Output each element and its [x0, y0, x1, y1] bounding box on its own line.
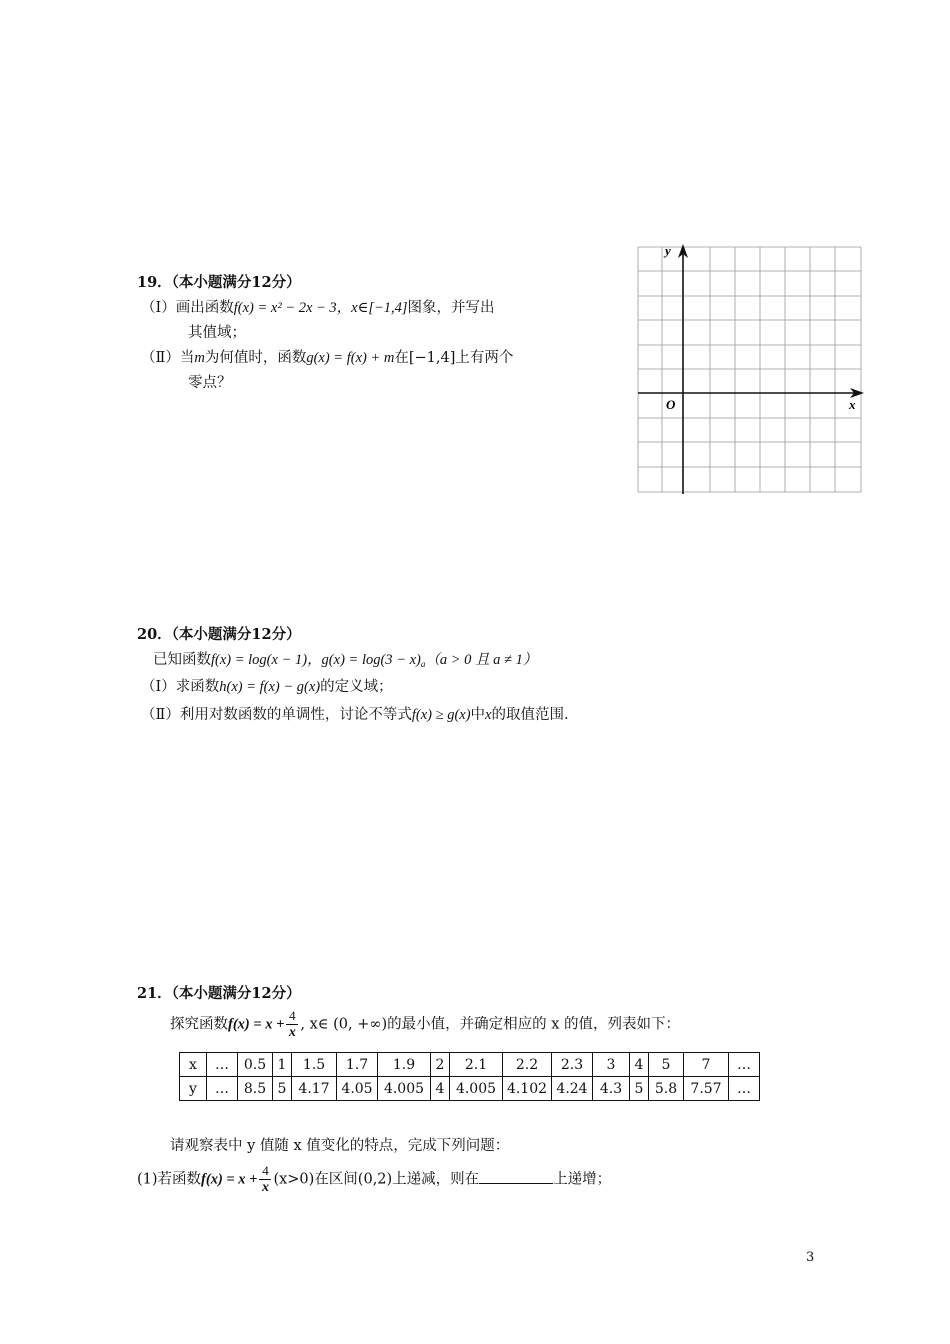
- q20-given-cond: （a > 0 且 a ≠ 1）: [425, 652, 538, 668]
- table-cell: 8.5: [238, 1077, 273, 1101]
- q20-part2-mid: 中: [470, 707, 486, 723]
- q21-intro-suffix: 的最小值，并确定相应的 x 的值，列表如下：: [387, 1016, 681, 1033]
- page-number: 3: [806, 1250, 815, 1265]
- q20-given: [153, 648, 537, 669]
- q19-part1-suffix: 图象，并写出: [407, 300, 495, 316]
- q21-intro: [170, 1008, 680, 1041]
- origin-label: O: [666, 397, 676, 412]
- table-cell: 2.1: [450, 1053, 503, 1077]
- q19-part2-line2: 零点？: [188, 375, 232, 391]
- q20-given-formula: f(x) = log(x − 1)，g(x) = log(3 − x): [211, 652, 421, 668]
- fraction-numerator: 4: [262, 1163, 269, 1178]
- x-axis-label: x: [849, 397, 856, 412]
- q19-part2: [141, 346, 513, 367]
- q20-part1-suffix: 的定义域；: [320, 679, 393, 695]
- q21-p1-mid: 在区间(0,2)上递减，则在: [314, 1171, 480, 1188]
- table-cell: …: [729, 1077, 760, 1101]
- q20-part2: [141, 703, 569, 724]
- table-cell: 2.2: [503, 1053, 552, 1077]
- q19-part2-prefix: （Ⅱ）当: [141, 350, 195, 366]
- table-cell: 4.17: [292, 1077, 337, 1101]
- table-cell: 1.5: [292, 1053, 337, 1077]
- q21-intro-domain: , x∈ (0, +∞): [300, 1016, 388, 1033]
- q20-part1-formula: h(x) = f(x) − g(x): [219, 679, 321, 695]
- q19-part2-mid: 为何值时，函数: [204, 350, 307, 366]
- table-cell: 2: [431, 1053, 450, 1077]
- table-cell: …: [207, 1053, 238, 1077]
- table-cell: y: [180, 1077, 207, 1101]
- table-cell: 4.05: [337, 1077, 378, 1101]
- table-cell: 4.3: [593, 1077, 630, 1101]
- q19-part1: [141, 296, 495, 317]
- q21-title: 21．（本小题满分12分）: [137, 985, 301, 1002]
- q19-part2-suffix: 在[−1,4]上有两个: [394, 350, 514, 366]
- q20-part2-x: x: [485, 707, 492, 723]
- table-cell: 7.57: [684, 1077, 729, 1101]
- q21-part1: [137, 1163, 611, 1196]
- fraction-denominator: x: [288, 1025, 296, 1040]
- q21-intro-fraction: [286, 1008, 298, 1041]
- q20-part2-suffix: 的取值范围.: [491, 707, 569, 723]
- table-cell: 0.5: [238, 1053, 273, 1077]
- q21-observe: 请观察表中 y 值随 x 值变化的特点，完成下列问题：: [170, 1138, 510, 1154]
- q19-part1-line2: 其值域；: [188, 325, 246, 341]
- y-axis-label: y: [665, 243, 671, 258]
- q21-p1-prefix: (1)若函数: [137, 1171, 202, 1188]
- table-cell: …: [207, 1077, 238, 1101]
- table-cell: 5: [273, 1077, 292, 1101]
- fraction-denominator: x: [261, 1180, 269, 1195]
- q20-title: 20．（本小题满分12分）: [137, 626, 301, 643]
- answer-blank[interactable]: [479, 1169, 553, 1184]
- q20-log-base: a: [420, 659, 426, 669]
- coordinate-grid: [634, 241, 874, 497]
- table-cell: 3: [593, 1053, 630, 1077]
- table-cell: 4.102: [503, 1077, 552, 1101]
- q19-part2-m: m: [194, 350, 205, 366]
- table-cell: 4.005: [450, 1077, 503, 1101]
- q19-part2-formula: g(x) = f(x) + m: [306, 350, 395, 366]
- table-row-x: [180, 1053, 760, 1077]
- table-cell: 7: [684, 1053, 729, 1077]
- grid-lines: [638, 247, 861, 492]
- q21-p1-fraction: [259, 1163, 271, 1196]
- q21-intro-prefix: 探究函数: [170, 1016, 228, 1033]
- table-cell: 4: [630, 1053, 649, 1077]
- table-cell: 1.9: [378, 1053, 431, 1077]
- table-cell: 1.7: [337, 1053, 378, 1077]
- q21-intro-fx: f(x) = x +: [228, 1016, 285, 1033]
- table-cell: …: [729, 1053, 760, 1077]
- table-cell: 4.005: [378, 1077, 431, 1101]
- q20-given-prefix: 已知函数: [153, 652, 211, 668]
- table-cell: 5: [630, 1077, 649, 1101]
- q20-part2-formula: f(x) ≥ g(x): [411, 707, 471, 723]
- value-table: [179, 1052, 760, 1101]
- table-cell: 5.8: [649, 1077, 684, 1101]
- q19-title: 19．（本小题满分12分）: [137, 274, 301, 291]
- table-cell: 4: [431, 1077, 450, 1101]
- table-row-y: [180, 1077, 760, 1101]
- table-cell: x: [180, 1053, 207, 1077]
- q19-part1-prefix: （Ⅰ）画出函数: [141, 300, 234, 316]
- q21-p1-cond: (x>0): [273, 1171, 315, 1188]
- fraction-numerator: 4: [289, 1008, 296, 1023]
- q21-p1-fx: f(x) = x +: [201, 1171, 258, 1188]
- q21-p1-suffix: 上递增；: [553, 1171, 612, 1188]
- table-cell: 1: [273, 1053, 292, 1077]
- q20-part2-prefix: （Ⅱ）利用对数函数的单调性，讨论不等式: [141, 707, 412, 723]
- table-cell: 2.3: [552, 1053, 593, 1077]
- q20-part1: [141, 675, 393, 696]
- q20-part1-prefix: （Ⅰ）求函数: [141, 679, 220, 695]
- q19-part1-formula: f(x) = x² − 2x − 3，x∈[−1,4]: [233, 300, 408, 316]
- table-cell: 4.24: [552, 1077, 593, 1101]
- table-cell: 5: [649, 1053, 684, 1077]
